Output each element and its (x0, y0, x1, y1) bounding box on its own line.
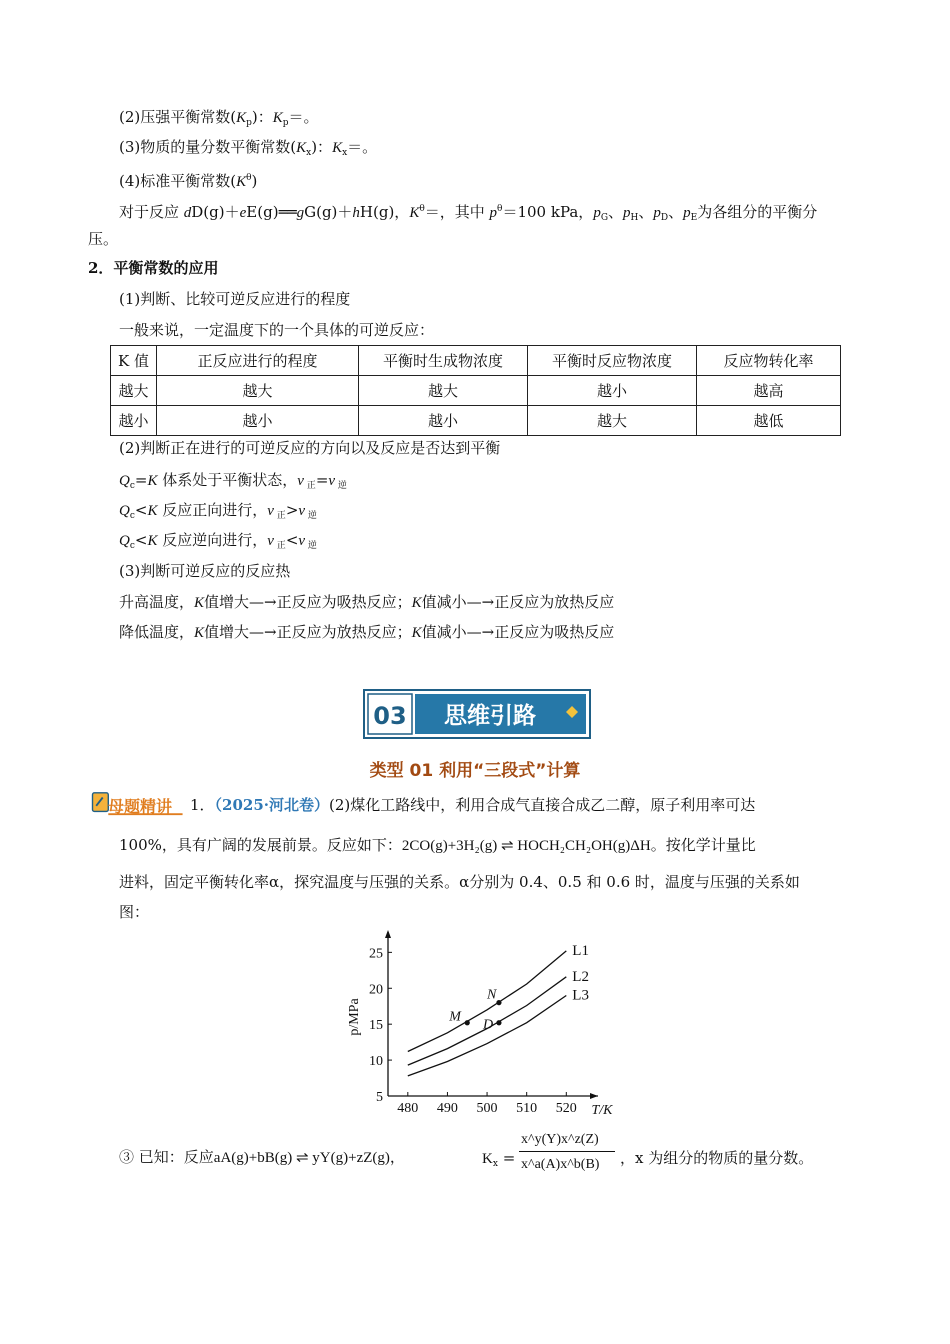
point-label-n: N (486, 987, 497, 1003)
type-title: 类型 01 利用“三段式”计算 (369, 761, 581, 781)
part3-tail: ，x 为组分的物质的量分数。 (620, 1149, 814, 1167)
part3-line: ③ 已知：反应aA(g)+bB(g) ⇌ yY(g)+zZ(g)， (119, 1148, 405, 1166)
q-line: $Q_c<K$ 反应逆向进行，v $_正$<v $_逆$ (119, 531, 317, 551)
series-label-l2: L2 (572, 968, 589, 985)
table-cell: 越小 (157, 406, 359, 436)
intro-text: 一般来说，一定温度下的一个具体的可逆反应： (119, 321, 435, 339)
table-header-cell: 平衡时生成物浓度 (359, 346, 528, 376)
pressure-temperature-chart (340, 928, 613, 1120)
kx-line: (3)物质的量分数平衡常数$(K_x)$：$K_x=$。 (119, 138, 378, 158)
y-tick-label: 20 (369, 982, 383, 998)
kx-symbol: $K_x$ = (482, 1149, 516, 1169)
x-tick-label: 500 (476, 1101, 498, 1116)
series-label-l3: L3 (572, 987, 589, 1004)
sub-heading-3: (3)判断可逆反应的反应热 (119, 562, 291, 580)
kp-line: (2)压强平衡常数$(K_p)$：$K_p=$。 (119, 108, 319, 128)
problem-line-1: 1．（2025·河北卷）(2)煤化工路线中，利用合成气直接合成乙二醇，原子利用率可达 (190, 796, 756, 814)
y-tick-label: 15 (369, 1018, 383, 1034)
point-d (496, 1020, 501, 1025)
table-cell: 越大 (359, 376, 528, 406)
table-cell: 越大 (111, 376, 157, 406)
x-tick-label: 480 (397, 1101, 419, 1116)
table-header-cell: 平衡时反应物浓度 (528, 346, 697, 376)
table-cell: 越低 (697, 406, 841, 436)
table-header-row (111, 346, 841, 376)
book-icon (93, 793, 109, 812)
point-n (496, 1000, 501, 1005)
banner-number: 03 (373, 702, 407, 730)
y-tick-label: 25 (369, 946, 383, 962)
section-banner (364, 690, 590, 738)
table-cell: 越小 (111, 406, 157, 436)
table-cell: 越高 (697, 376, 841, 406)
problem-line-3: 进料，固定平衡转化率α，探究温度与压强的关系。α分别为 0.4、0.5 和 0.6 时，温度与压强的关系如 (119, 873, 800, 891)
kx-numerator: x^y(Y)x^z(Z) (521, 1132, 599, 1147)
table-cell: 越大 (528, 406, 697, 436)
table-header-cell: K 值 (111, 346, 157, 376)
y-axis-arrow (385, 930, 391, 938)
sub-heading-1: (1)判断、比较可逆反应进行的程度 (119, 290, 351, 308)
table-header-cell: 反应物转化率 (697, 346, 841, 376)
x-tick-label: 490 (436, 1101, 458, 1116)
reaction-line: 对于反应 dD(g)＋eE(g)══gG(g)＋hH(g)，$K^\theta=$，其中 $p^\theta=100$ kPa，$p_G$、$p_H$、$p_D$、$p_E$为各组分的平衡分 (119, 203, 818, 223)
series-line-l3 (408, 996, 567, 1076)
q-line: $Q_c<K$ 反应正向进行，v $_正$>v $_逆$ (119, 501, 317, 521)
problem-line-4: 图： (119, 903, 150, 921)
table-header-cell: 正反应进行的程度 (157, 346, 359, 376)
fraction-bar (519, 1151, 615, 1152)
point-label-m: M (449, 1009, 461, 1025)
problem-line-2: 100%，具有广阔的发展前景。反应如下：2CO(g)+3H₂(g) ⇌ HOCH₂CH₂OH(g)ΔH。按化学计量比 (119, 836, 756, 854)
sub-heading-2: (2)判断正在进行的可逆反应的方向以及反应是否达到平衡 (119, 439, 501, 457)
y-tick-label: 5 (376, 1090, 383, 1105)
table-cell: 越大 (157, 376, 359, 406)
kx-denominator: x^a(A)x^b(B) (521, 1157, 600, 1172)
part3-equation: aA(g)+bB(g) ⇌ yY(g)+zZ(g) (213, 1150, 390, 1166)
heat-line: 降低温度，K值增大—→正反应为放热反应；K值减小—→正反应为吸热反应 (119, 623, 615, 641)
y-tick-label: 10 (369, 1054, 383, 1070)
x-tick-label: 520 (555, 1101, 577, 1116)
point-label-d: D (482, 1017, 494, 1033)
q-line: $Q_c=K$ 体系处于平衡状态，v $_正$=v $_逆$ (119, 471, 347, 491)
badge-label: 母题精讲 (108, 797, 173, 816)
table-row (111, 406, 841, 436)
point-m (465, 1020, 470, 1025)
x-axis-label: T/K (591, 1103, 613, 1118)
heat-line: 升高温度，K值增大—→正反应为吸热反应；K值减小—→正反应为放热反应 (119, 593, 615, 611)
reaction-equation: 2CO(g)+3H₂(g) ⇌ HOCH₂CH₂OH(g)ΔH (401, 838, 651, 854)
reaction-line-wrap: 压。 (88, 230, 119, 248)
table-cell: 越小 (359, 406, 528, 436)
section-heading: 2．平衡常数的应用 (88, 259, 219, 277)
y-axis-label: p/MPa (347, 998, 362, 1036)
table-row (111, 376, 841, 406)
x-axis-arrow (590, 1093, 598, 1099)
k-value-table (110, 345, 841, 436)
series-label-l1: L1 (572, 942, 589, 959)
banner-title: 思维引路 (444, 703, 536, 729)
ktheta-line: (4)标准平衡常数$(K^\theta)$ (119, 172, 258, 190)
table-cell: 越小 (528, 376, 697, 406)
x-tick-label: 510 (516, 1101, 538, 1116)
